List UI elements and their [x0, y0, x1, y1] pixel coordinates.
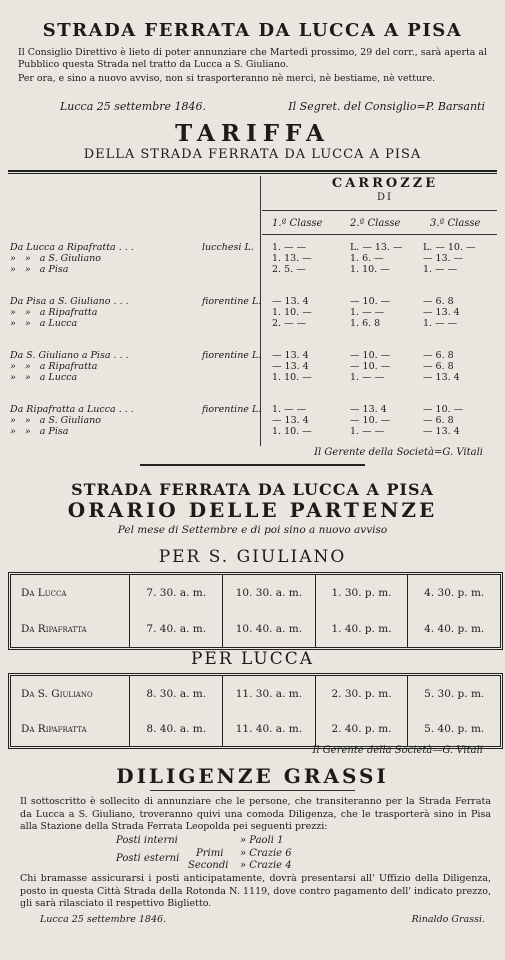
fare-first-class: 2. 5. —	[272, 264, 306, 275]
departure-time: 2. 30. p. m.	[316, 676, 409, 711]
currency-label: lucchesi L.	[202, 242, 254, 253]
currency-label: fiorentine L.	[202, 350, 262, 361]
departure-time: 10. 40. a. m.	[223, 611, 316, 647]
route-label: » » a Pisa	[10, 264, 69, 275]
timetable-title: ORARIO DELLE PARTENZE	[67, 498, 438, 522]
departure-time: 5. 40. p. m.	[424, 722, 485, 735]
fare-second-class: 1. — —	[350, 426, 385, 437]
secondi-price: » Crazie 4	[240, 860, 292, 871]
fare-third-class: — 6. 8	[423, 350, 454, 361]
currency-label: fiorentine L.	[202, 296, 262, 307]
fare-third-class: L. — 10. —	[423, 242, 476, 253]
fare-first-class: 1. — —	[272, 242, 307, 253]
table-row	[11, 711, 500, 746]
secondi-label: Secondi	[188, 860, 229, 871]
tariff-title: TARIFFA	[175, 120, 330, 147]
table-row	[10, 253, 504, 264]
diligenze-place-date: Lucca 25 settembre 1846.	[40, 914, 167, 925]
fare-first-class: 1. — —	[272, 404, 307, 415]
departure-time: 1. 30. p. m.	[316, 575, 409, 611]
primi-price: » Crazie 6	[240, 848, 292, 859]
tariff-group	[10, 296, 504, 329]
fare-first-class: 1. 10. —	[272, 307, 312, 318]
notice-signature: Il Segret. del Consiglio=P. Barsanti	[288, 100, 485, 113]
table-row	[10, 361, 504, 372]
primi-label: Primi	[196, 848, 224, 859]
divider	[8, 170, 497, 172]
table-row	[10, 242, 504, 253]
tariff-group	[10, 350, 504, 383]
carriages-di: DI	[377, 192, 393, 203]
fare-third-class: — 13. 4	[423, 307, 460, 318]
fare-third-class: — 6. 8	[423, 296, 454, 307]
fare-second-class: 1. 6. 8	[350, 318, 381, 329]
table-row	[10, 307, 504, 318]
table-row	[11, 676, 500, 711]
route-label: » » a Lucca	[10, 318, 78, 329]
diligenze-title: DILIGENZE GRASSI	[116, 764, 389, 788]
class-header-1: 1.ª Classe	[272, 218, 323, 229]
route-label: » » a S. Giuliano	[10, 415, 101, 426]
fare-first-class: 2. — —	[272, 318, 307, 329]
table-row	[10, 318, 504, 329]
destination-san-giuliano: PER S. GIULIANO	[158, 547, 347, 567]
currency-label: fiorentine L.	[202, 404, 262, 415]
table-row	[10, 426, 504, 437]
departure-time: 7. 40. a. m.	[130, 611, 223, 647]
diligenze-paragraph-1: Il sottoscritto è sollecito di annunziare che le persone, che transiteranno per la Strada Ferrata da Lucca a S. Giuliano, troveranno quivi una comoda Diligenza, che le trasporterà sino in Pisa alla Stazione della Strada Ferrata Leopolda pei seguenti prezzi:	[20, 796, 491, 832]
tariff-group	[10, 404, 504, 437]
table-row	[10, 372, 504, 383]
posti-interni-label: Posti interni	[116, 835, 178, 846]
fare-third-class: 1. — —	[423, 318, 458, 329]
notice-place-date: Lucca 25 settembre 1846.	[60, 100, 206, 113]
divider	[262, 210, 497, 211]
table-row	[11, 575, 500, 611]
table-row	[10, 296, 504, 307]
departure-station: Da Lucca	[11, 575, 130, 611]
table-row	[10, 404, 504, 415]
diligenze-signature: Rinaldo Grassi.	[411, 914, 485, 925]
route-label: Da Pisa a S. Giuliano . . .	[10, 296, 129, 307]
fare-second-class: 1. — —	[350, 372, 385, 383]
timetable-gerente: Il Gerente della Società—G. Vitali	[312, 745, 483, 756]
fare-third-class: — 13. —	[423, 253, 464, 264]
departure-time: 2. 40. p. m.	[316, 711, 409, 746]
route-label: Da Ripafratta a Lucca . . .	[10, 404, 134, 415]
route-label: » » a Ripafratta	[10, 361, 98, 372]
timetable-subtitle: Pel mese di Settembre e di poi sino a nuovo avviso	[117, 524, 388, 536]
timetable-san-giuliano	[8, 572, 503, 650]
departure-station: Da S. Giuliano	[11, 676, 130, 711]
posti-esterni-label: Posti esterni	[116, 853, 180, 864]
departure-time: 8. 40. a. m.	[130, 711, 223, 746]
fare-third-class: — 6. 8	[423, 415, 454, 426]
fare-first-class: 1. 13. —	[272, 253, 312, 264]
timetable-lucca	[8, 673, 503, 749]
class-header-3: 3.ª Classe	[430, 218, 481, 229]
tariff-group	[10, 242, 504, 275]
departure-station: Da Ripafratta	[11, 711, 130, 746]
fare-second-class: — 10. —	[350, 415, 391, 426]
fare-third-class: — 13. 4	[423, 372, 460, 383]
table-row	[11, 611, 500, 647]
route-label: » » a Lucca	[10, 372, 78, 383]
fare-second-class: — 13. 4	[350, 404, 387, 415]
departure-time: 11. 40. a. m.	[223, 711, 316, 746]
departure-time: 4. 30. p. m.	[424, 587, 485, 599]
table-row	[10, 350, 504, 361]
fare-second-class: 1. 10. —	[350, 264, 390, 275]
departure-station: Da Ripafratta	[11, 611, 130, 647]
fare-first-class: 1. 10. —	[272, 372, 312, 383]
departure-time: 4. 40. p. m.	[424, 623, 485, 635]
posti-interni-price: » Paoli 1	[240, 835, 284, 846]
departure-time: 5. 30. p. m.	[424, 687, 485, 700]
departure-time: 10. 30. a. m.	[223, 575, 316, 611]
fare-third-class: — 6. 8	[423, 361, 454, 372]
carriages-heading: CARROZZE	[331, 176, 439, 191]
divider	[140, 464, 365, 466]
table-row	[10, 264, 504, 275]
departure-time: 11. 30. a. m.	[223, 676, 316, 711]
departure-time: 7. 30. a. m.	[130, 575, 223, 611]
table-row	[10, 415, 504, 426]
destination-lucca: PER LUCCA	[190, 649, 315, 669]
diligenze-paragraph-2: Chi bramasse assicurarsi i posti anticipatamente, dovrà presentarsi all' Uffizio della Diligenza, posto in questa Città Strada della Rotonda N. 1119, dove contro pagamento dell' indicato prezzo, gli sarà rilasciato il respettivo Biglietto.	[20, 873, 491, 909]
notice-paragraph-2: Per ora, e sino a nuovo avviso, non si trasporteranno nè merci, nè bestiame, nè vetture.	[18, 73, 436, 84]
fare-second-class: L. — 13. —	[350, 242, 403, 253]
fare-first-class: — 13. 4	[272, 361, 309, 372]
fare-second-class: 1. — —	[350, 307, 385, 318]
departure-time: 1. 40. p. m.	[316, 611, 409, 647]
fare-third-class: — 13. 4	[423, 426, 460, 437]
fare-first-class: — 13. 4	[272, 350, 309, 361]
notice-paragraph-1: Il Consiglio Direttivo è lieto di poter annunziare che Martedì prossimo, 29 del corr., sarà aperta al Pubblico questa Strada nel tratto da Lucca a S. Giuliano.	[18, 47, 487, 70]
divider	[150, 790, 355, 791]
class-header-2: 2.ª Classe	[350, 218, 401, 229]
divider	[8, 173, 497, 174]
timetable-line: STRADA FERRATA DA LUCCA A PISA	[71, 480, 434, 499]
fare-first-class: — 13. 4	[272, 415, 309, 426]
fare-second-class: — 10. —	[350, 350, 391, 361]
tariff-subtitle: DELLA STRADA FERRATA DA LUCCA A PISA	[83, 147, 422, 162]
divider	[262, 234, 497, 235]
route-label: » » a Pisa	[10, 426, 69, 437]
fare-second-class: — 10. —	[350, 361, 391, 372]
fare-second-class: 1. 6. —	[350, 253, 384, 264]
route-label: » » a S. Giuliano	[10, 253, 101, 264]
fare-first-class: 1. 10. —	[272, 426, 312, 437]
route-label: Da Lucca a Ripafratta . . .	[10, 242, 134, 253]
fare-third-class: — 10. —	[423, 404, 464, 415]
route-label: » » a Ripafratta	[10, 307, 98, 318]
fare-first-class: — 13. 4	[272, 296, 309, 307]
tariff-gerente: Il Gerente della Società=G. Vitali	[314, 447, 483, 458]
fare-second-class: — 10. —	[350, 296, 391, 307]
route-label: Da S. Giuliano a Pisa . . .	[10, 350, 129, 361]
fare-third-class: 1. — —	[423, 264, 458, 275]
page-title: STRADA FERRATA DA LUCCA A PISA	[42, 20, 463, 41]
departure-time: 8. 30. a. m.	[130, 676, 223, 711]
